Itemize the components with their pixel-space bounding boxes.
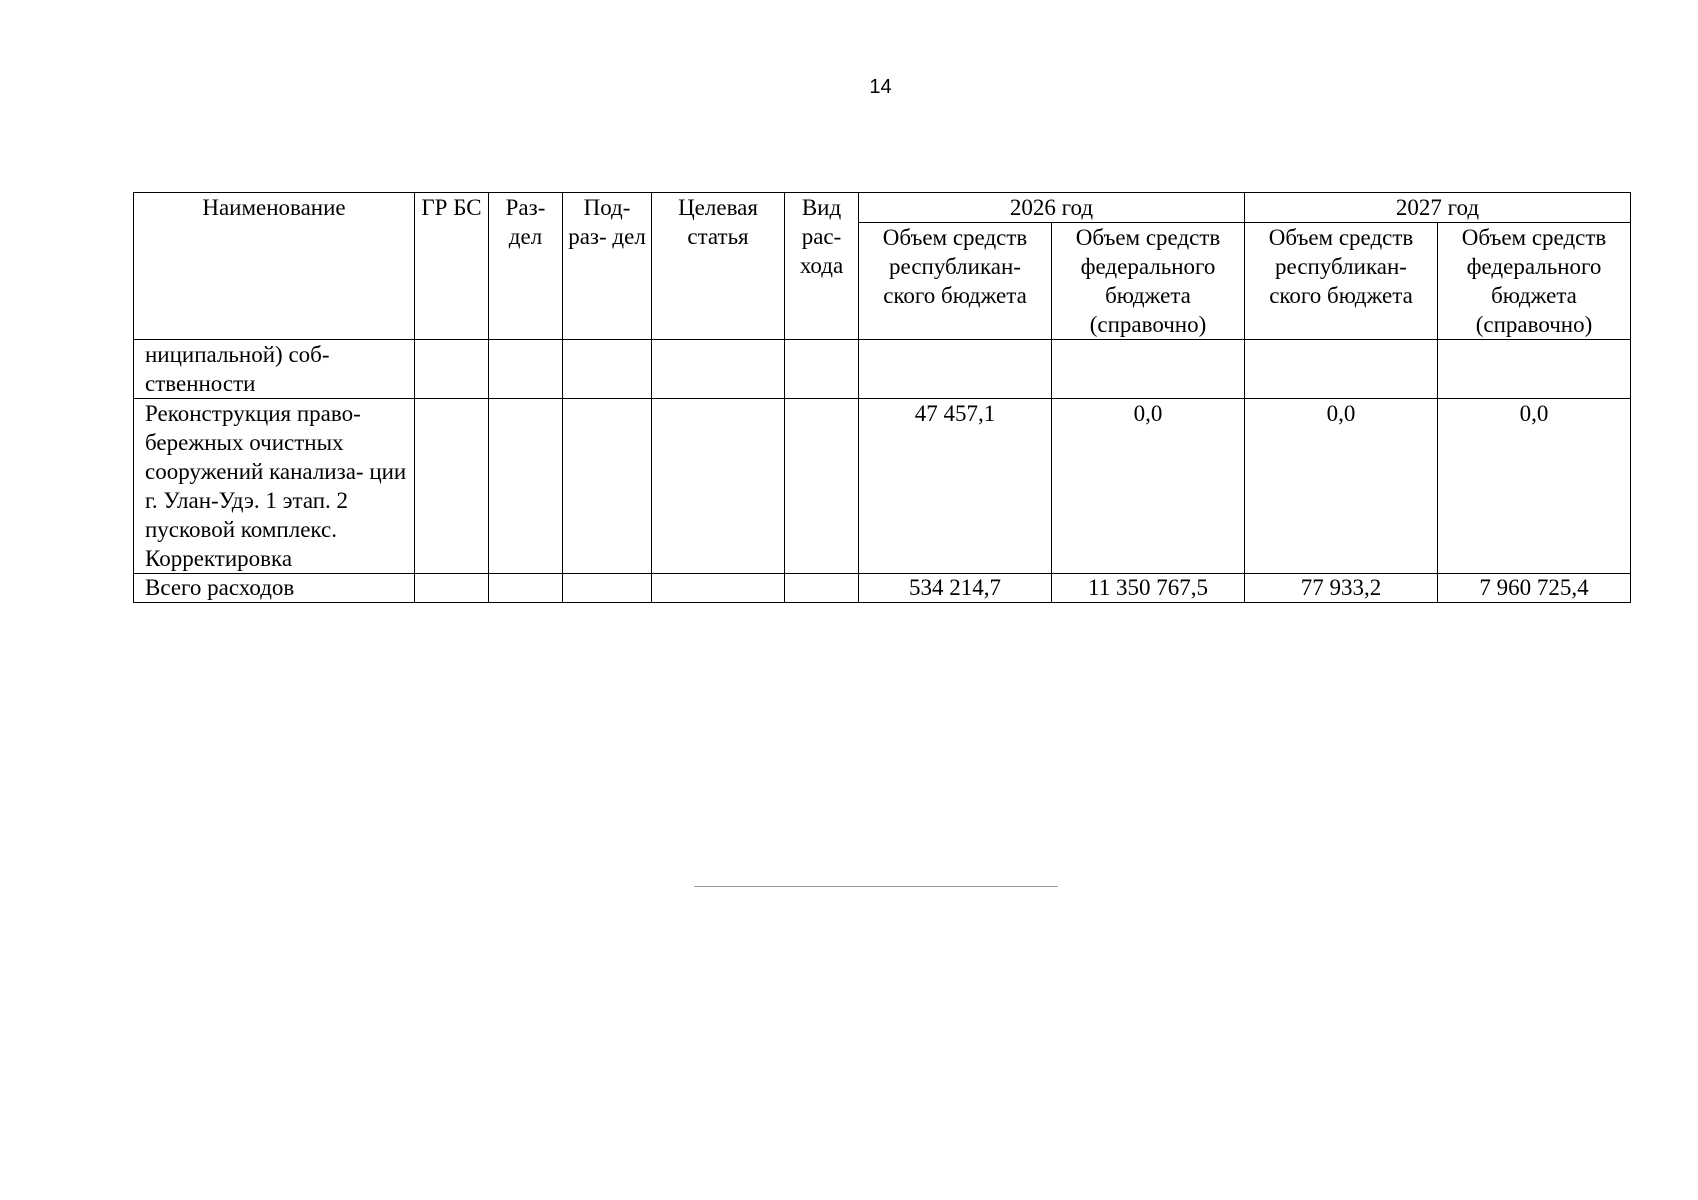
row-razdel	[489, 399, 563, 574]
row-grbs	[415, 340, 489, 399]
budget-table-container	[133, 192, 1623, 603]
row-2027-rep: 0,0	[1245, 399, 1438, 574]
row-2026-rep: 47 457,1	[859, 399, 1052, 574]
row-2026-fed	[1052, 340, 1245, 399]
row-2026-fed: 0,0	[1052, 399, 1245, 574]
row-podrazdel	[563, 574, 652, 603]
row-vid	[785, 399, 859, 574]
row-vid	[785, 574, 859, 603]
header-podrazdel: Под- раз- дел	[563, 193, 652, 340]
row-2027-fed	[1438, 340, 1631, 399]
row-razdel	[489, 340, 563, 399]
header-name: Наименование	[134, 193, 415, 340]
row-2026-rep: 534 214,7	[859, 574, 1052, 603]
header-grbs: ГР БС	[415, 193, 489, 340]
row-celevaya	[652, 399, 785, 574]
row-celevaya	[652, 574, 785, 603]
footer-divider	[694, 886, 1058, 887]
header-2027-rep-budget: Объем средств республикан- ского бюджета	[1245, 223, 1438, 340]
header-2026-rep-budget: Объем средств республикан- ского бюджета	[859, 223, 1052, 340]
header-row-top	[134, 193, 1631, 223]
row-name: ниципальной) соб- ственности	[134, 340, 415, 399]
row-grbs	[415, 574, 489, 603]
row-2026-rep	[859, 340, 1052, 399]
row-vid	[785, 340, 859, 399]
row-podrazdel	[563, 399, 652, 574]
row-podrazdel	[563, 340, 652, 399]
row-celevaya	[652, 340, 785, 399]
row-grbs	[415, 399, 489, 574]
header-2027-fed-budget: Объем средств федерального бюджета (справочно)	[1438, 223, 1631, 340]
table-row-total	[134, 574, 1631, 603]
header-year-2026: 2026 год	[859, 193, 1245, 223]
page-number: 14	[869, 76, 892, 98]
header-2026-fed-budget: Объем средств федерального бюджета (справочно)	[1052, 223, 1245, 340]
budget-table	[133, 192, 1631, 603]
row-2026-fed: 11 350 767,5	[1052, 574, 1245, 603]
row-name: Всего расходов	[134, 574, 415, 603]
header-razdel: Раз- дел	[489, 193, 563, 340]
row-2027-rep	[1245, 340, 1438, 399]
table-row	[134, 399, 1631, 574]
header-celevaya-statya: Целевая статья	[652, 193, 785, 340]
row-2027-fed: 0,0	[1438, 399, 1631, 574]
row-name: Реконструкция право- бережных очистных сооружений канализа- ции г. Улан-Удэ. 1 этап. 2 пусковой комплекс. Корректировка	[134, 399, 415, 574]
table-row	[134, 340, 1631, 399]
header-year-2027: 2027 год	[1245, 193, 1631, 223]
header-vid-rashoda: Вид рас- хода	[785, 193, 859, 340]
row-2027-rep: 77 933,2	[1245, 574, 1438, 603]
row-razdel	[489, 574, 563, 603]
row-2027-fed: 7 960 725,4	[1438, 574, 1631, 603]
